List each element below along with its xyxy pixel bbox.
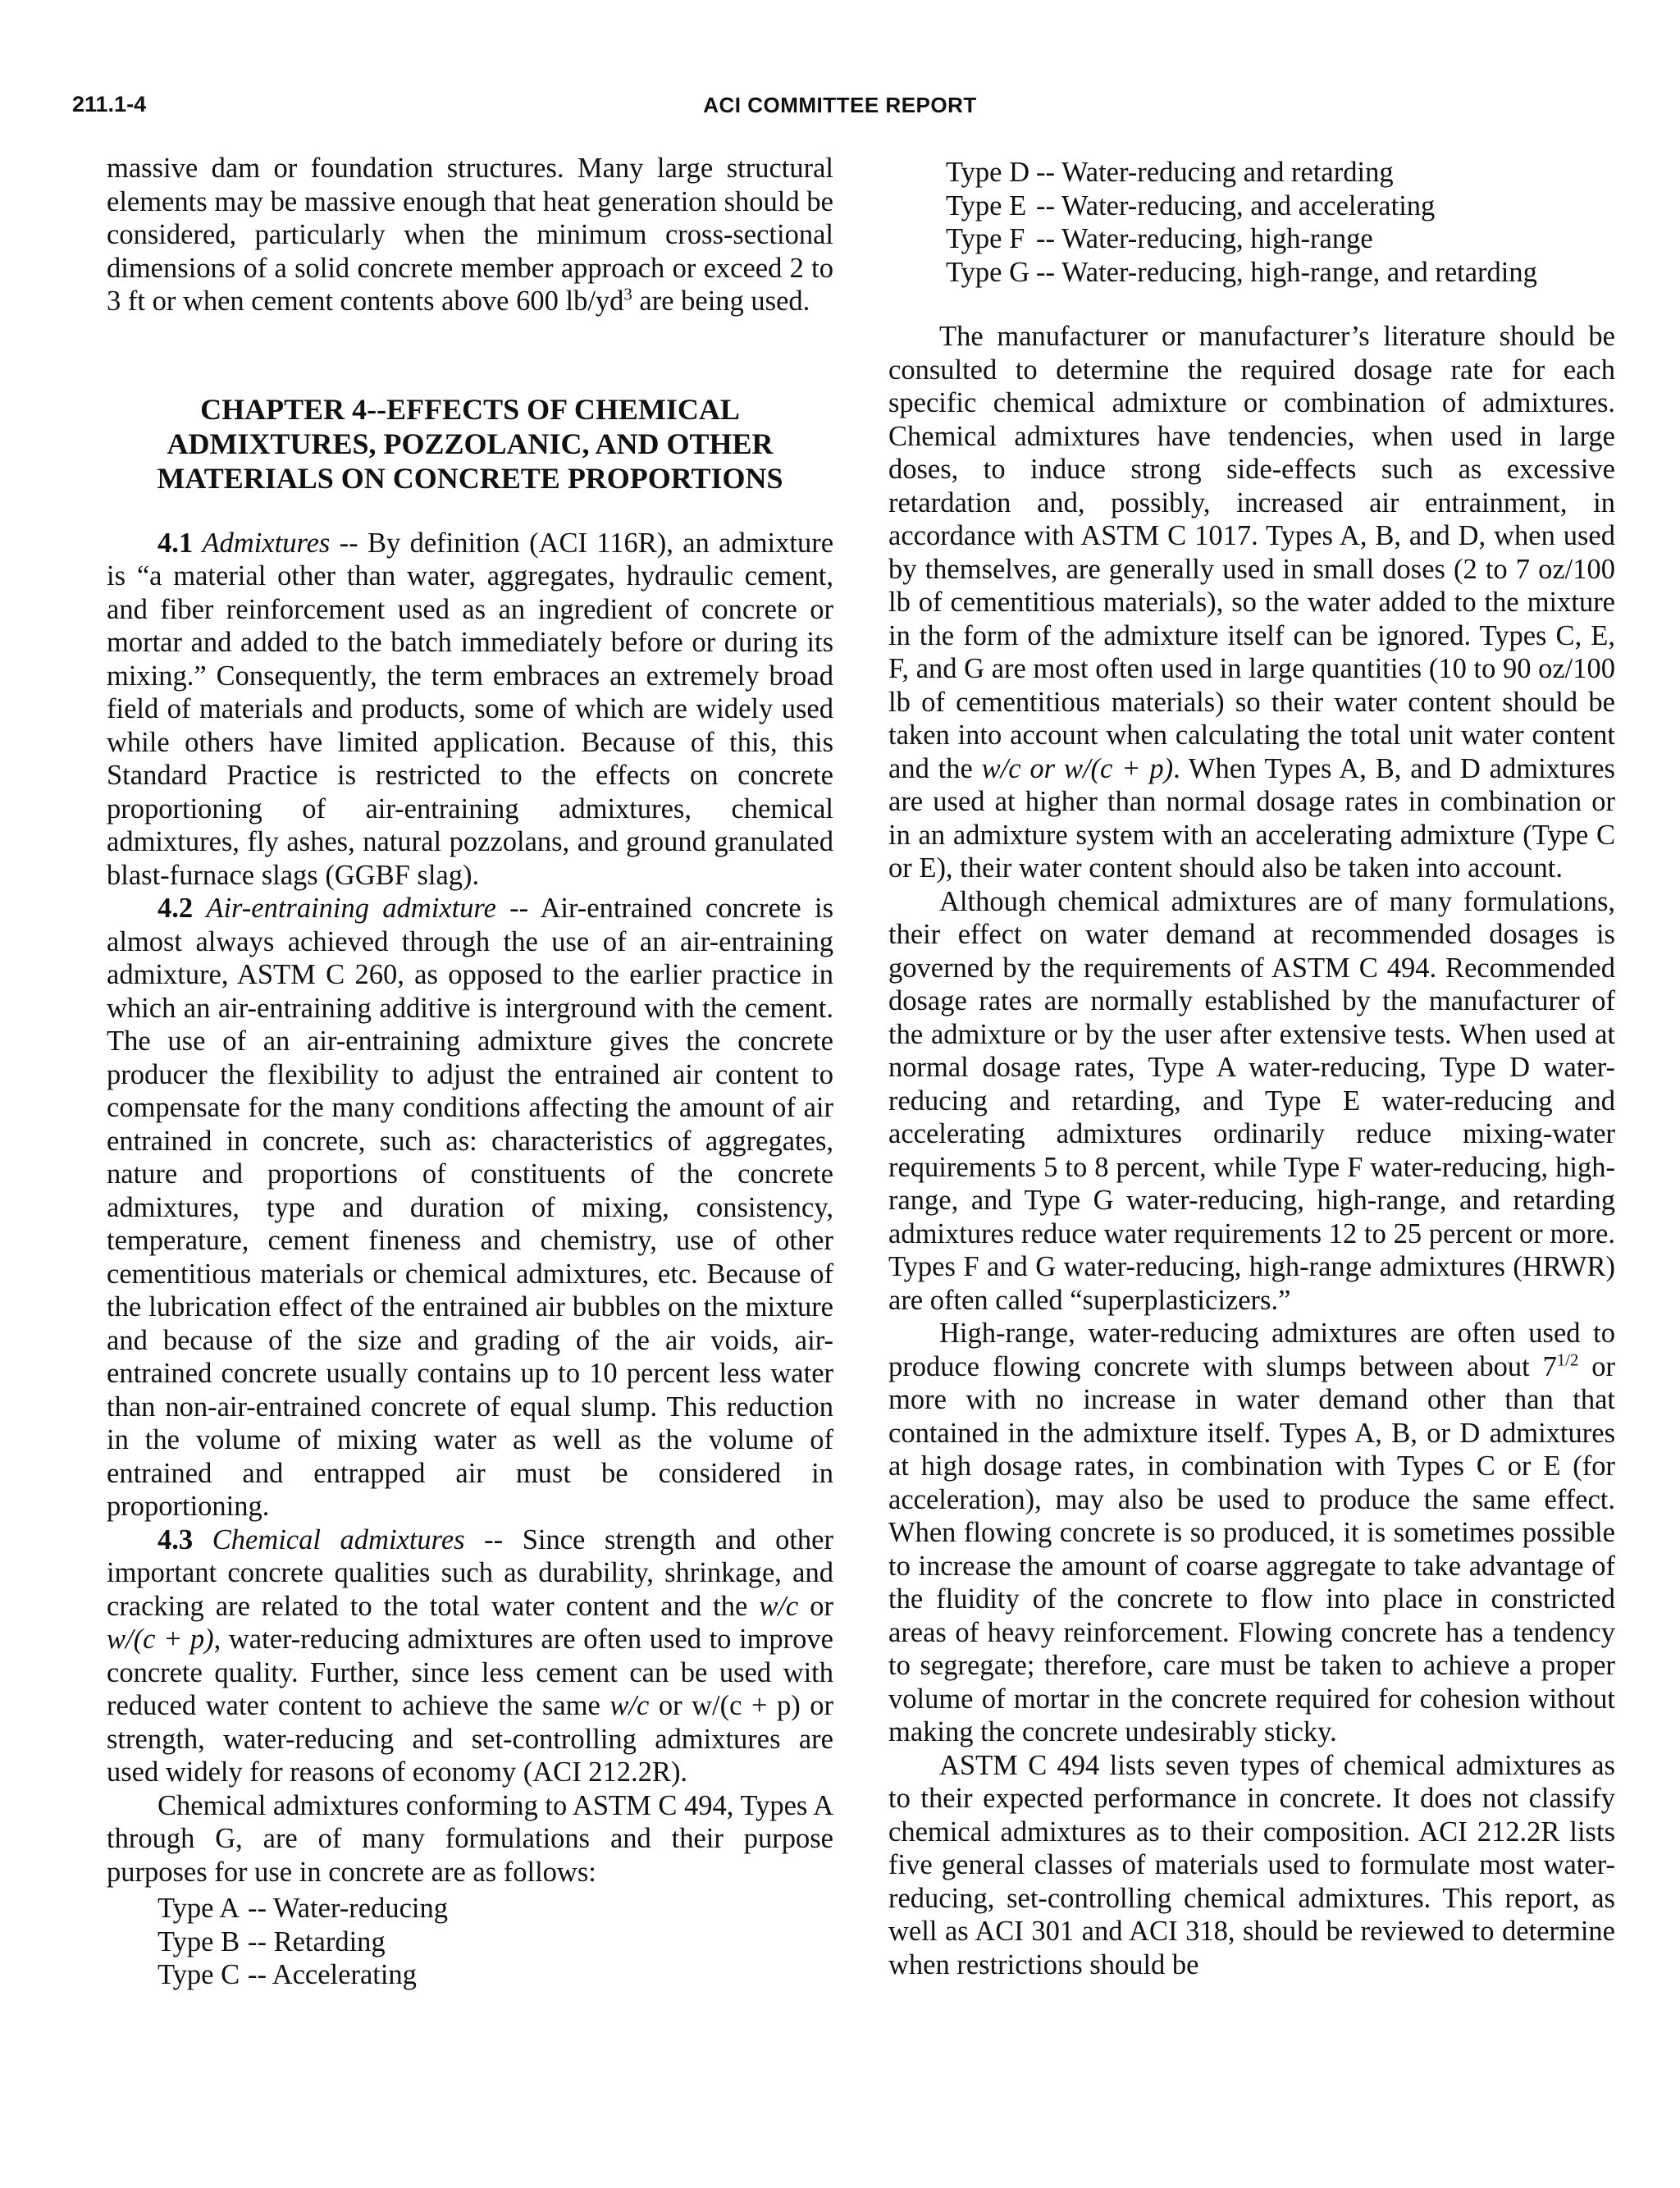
fraction: 1/2	[1556, 1351, 1579, 1369]
type-desc: -- Water-reducing, high-range	[1036, 223, 1373, 254]
section-4-1	[107, 527, 833, 893]
intro-text: massive dam or foundation structures. Many large structural elements may be massive enough that heat generation should be considered, particularly when the minimum cross-sectional dimensions of a solid concrete member approach or exceed 2 to 3 ft or when cement contents above 600 lb/yd	[107, 153, 833, 317]
intro-superscript: 3	[623, 285, 632, 304]
section-4-3-wc-2: w/c	[609, 1690, 650, 1721]
type-desc: -- Water-reducing, high-range, and retarding	[1036, 256, 1537, 288]
section-4-3-wc-1: w/c	[759, 1590, 799, 1622]
flowing-text-a: High-range, water-reducing admixtures are often used to produce flowing concrete with slumps between about 7	[888, 1318, 1615, 1382]
list-item	[946, 156, 1615, 190]
section-4-3-or: or	[810, 1590, 833, 1622]
list-item	[946, 256, 1615, 290]
section-4-1-title: Admixtures	[202, 527, 331, 559]
admixture-type-list-right	[946, 156, 1615, 289]
type-name: Type G	[946, 256, 1030, 288]
type-desc: -- Water-reducing, and accelerating	[1036, 190, 1436, 222]
section-4-3-title: Chemical admixtures	[212, 1523, 465, 1555]
section-4-1-number: 4.1	[158, 527, 194, 559]
dosage-wc-ratio: w/c or w/(c + p)	[981, 752, 1174, 784]
dosage-text-a: The manufacturer or manufacturer’s literature should be consulted to determine the required dosage rate for each specific chemical admixture or combination of admixtures. Chemical admixtures have tendencies, when used in large doses, to induce strong side-effects such as excessive retardation and, possibly, increased air entrainment, in accordance with ASTM C 1017. Types A, B, and D, when used by themselves, are generally used in small doses (2 to 7 oz/100 lb of cementitious materials), so the water added to the mixture in the form of the admixture itself can be ignored. Types C, E, F, and G are most often used in large quantities (10 to 90 oz/100 lb of cementitious materials) so their water content should be taken into account when calculating the total unit water content and the	[888, 321, 1615, 784]
type-desc: -- Accelerating	[248, 1959, 417, 1990]
astm-c494-paragraph: ASTM C 494 lists seven types of chemical admixtures as to their expected performance in concrete. It does not classify chemical admixtures as to their composition. ACI 212.2R lists five general classes of materials used to formulate most water-reducing, set-controlling chemical admixtures. This report, as well as ACI 301 and ACI 318, should be reviewed to determine when restrictions should be	[888, 1749, 1615, 1980]
section-4-3	[107, 1523, 833, 1789]
section-4-2-title: Air-entraining admixture	[206, 893, 496, 924]
type-name: Type D	[946, 157, 1030, 188]
flowing-text-b: or more with no increase in water demand other than that contained in the admixture itself. Types A, B, or D admixtures at high dosage rates, in combination with Types C or E (for acceleration), may also be used to produce the same effect. When flowing concrete is so produced, it is sometimes possible to increase the amount of coarse aggregate to take advantage of the fluidity of the concrete to flow into place in constricted areas of heavy reinforcement. Flowing concrete has a tendency to segregate; therefore, care must be taken to achieve a proper volume of mortar in the concrete required for cohesion without making the concrete undesirably sticky.	[888, 1350, 1615, 1747]
left-column	[107, 152, 833, 1992]
dosage-paragraph	[888, 320, 1615, 885]
list-item	[946, 222, 1615, 256]
section-4-3-wcp: w/(c + p)	[107, 1624, 214, 1655]
list-item	[158, 1925, 833, 1959]
running-head: ACI COMMITTEE REPORT	[703, 93, 977, 117]
type-name: Type F	[946, 223, 1025, 254]
section-4-2	[107, 892, 833, 1523]
list-item	[158, 1892, 833, 1925]
type-name: Type E	[946, 190, 1027, 222]
flowing-concrete-paragraph	[888, 1317, 1615, 1749]
section-4-1-body: -- By definition (ACI 116R), an admixture is “a material other than water, aggregates, hydraulic cement, and fiber reinforcement used as an ingredient of concrete or mortar and added to the batch immediately before or during its mixing.” Consequently, the term embraces an extremely broad field of materials and products, some of which are widely used while others have limited application. Because of this, this Standard Practice is restricted to the effects on concrete proportioning of air-entraining admixtures, chemical admixtures, fly ashes, natural pozzolans, and ground granulated blast-furnace slags (GGBF slag).	[107, 527, 834, 891]
section-4-3-number: 4.3	[158, 1523, 194, 1555]
chemical-admixtures-paragraph: Chemical admixtures conforming to ASTM C 494, Types A through G, are of many formulations and their purpose purposes for use in concrete are as follows:	[107, 1789, 833, 1888]
type-name: Type A	[158, 1893, 240, 1924]
list-item	[946, 190, 1615, 223]
right-column	[888, 156, 1615, 1981]
intro-paragraph	[107, 152, 833, 318]
water-demand-paragraph: Although chemical admixtures are of many formulations, their effect on water demand at recommended dosages is governed by the requirements of ASTM C 494. Recommended dosage rates are normally established by the manufacturer of the admixture or by the user after extensive tests. When used at normal dosage rates, Type A water-reducing, Type D water-reducing and retarding, and Type E water-reducing and accelerating admixtures ordinarily reduce mixing-water requirements 5 to 8 percent, while Type F water-reducing, high-range, and Type G water-reducing, high-range, and retarding admixtures reduce water requirements 12 to 25 percent or more. Types F and G water-reducing, high-range admixtures (HRWR) are often called “superplasticizers.”	[888, 885, 1615, 1316]
intro-end: are being used.	[639, 285, 810, 317]
list-item	[158, 1958, 833, 1992]
type-name: Type B	[158, 1925, 240, 1957]
section-4-3-body-b: , water-reducing admixtures are often used to improve concrete quality. Further, since less cement can be used with reduced water content to achieve the same	[107, 1624, 833, 1721]
section-4-3-body-c: or w/(c + p) or strength, water-reducing and set-controlling admixtures are used widely for reasons of economy (ACI 212.2R).	[107, 1690, 834, 1788]
dosage-text-b: . When Types A, B, and D admixtures are used at higher than normal dosage rates in combination or in an admixture system with an accelerating admixture (Type C or E), their water content should also be taken into account.	[888, 752, 1615, 884]
section-4-2-body: -- Air-entrained concrete is almost always achieved through the use of an air-entraining admixture, ASTM C 260, as opposed to the earlier practice in which an air-entraining additive is interground with the cement. The use of an air-entraining admixture gives the concrete producer the flexibility to adjust the entrained air content to compensate for the many conditions affecting the amount of air entrained in concrete, such as: characteristics of aggregates, nature and proportions of constituents of the concrete admixtures, type and duration of mixing, consistency, temperature, cement fineness and chemistry, use of other cementitious materials or chemical admixtures, etc. Because of the lubrication effect of the entrained air bubbles on the mixture and because of the size and grading of the air voids, air-entrained concrete usually contains up to 10 percent less water than non-air-entrained concrete of equal slump. This reduction in the volume of mixing water as well as the volume of entrained and entrapped air must be considered in proportioning.	[107, 893, 833, 1522]
type-desc: -- Water-reducing	[248, 1893, 448, 1924]
section-4-2-number: 4.2	[158, 893, 194, 924]
type-desc: -- Water-reducing and retarding	[1036, 157, 1394, 188]
admixture-type-list-left	[158, 1892, 833, 1992]
page-number: 211.1-4	[72, 92, 147, 116]
section-4-3-body-a: -- Since strength and other important concrete qualities such as durability, shrinkage, and cracking are related to the total water content and the	[107, 1523, 833, 1622]
type-desc: -- Retarding	[248, 1925, 386, 1957]
chapter-heading: CHAPTER 4--EFFECTS OF CHEMICAL ADMIXTURES, POZZOLANIC, AND OTHER MATERIALS ON CONCRETE PROPORTIONS	[157, 392, 783, 495]
type-name: Type C	[158, 1959, 240, 1990]
